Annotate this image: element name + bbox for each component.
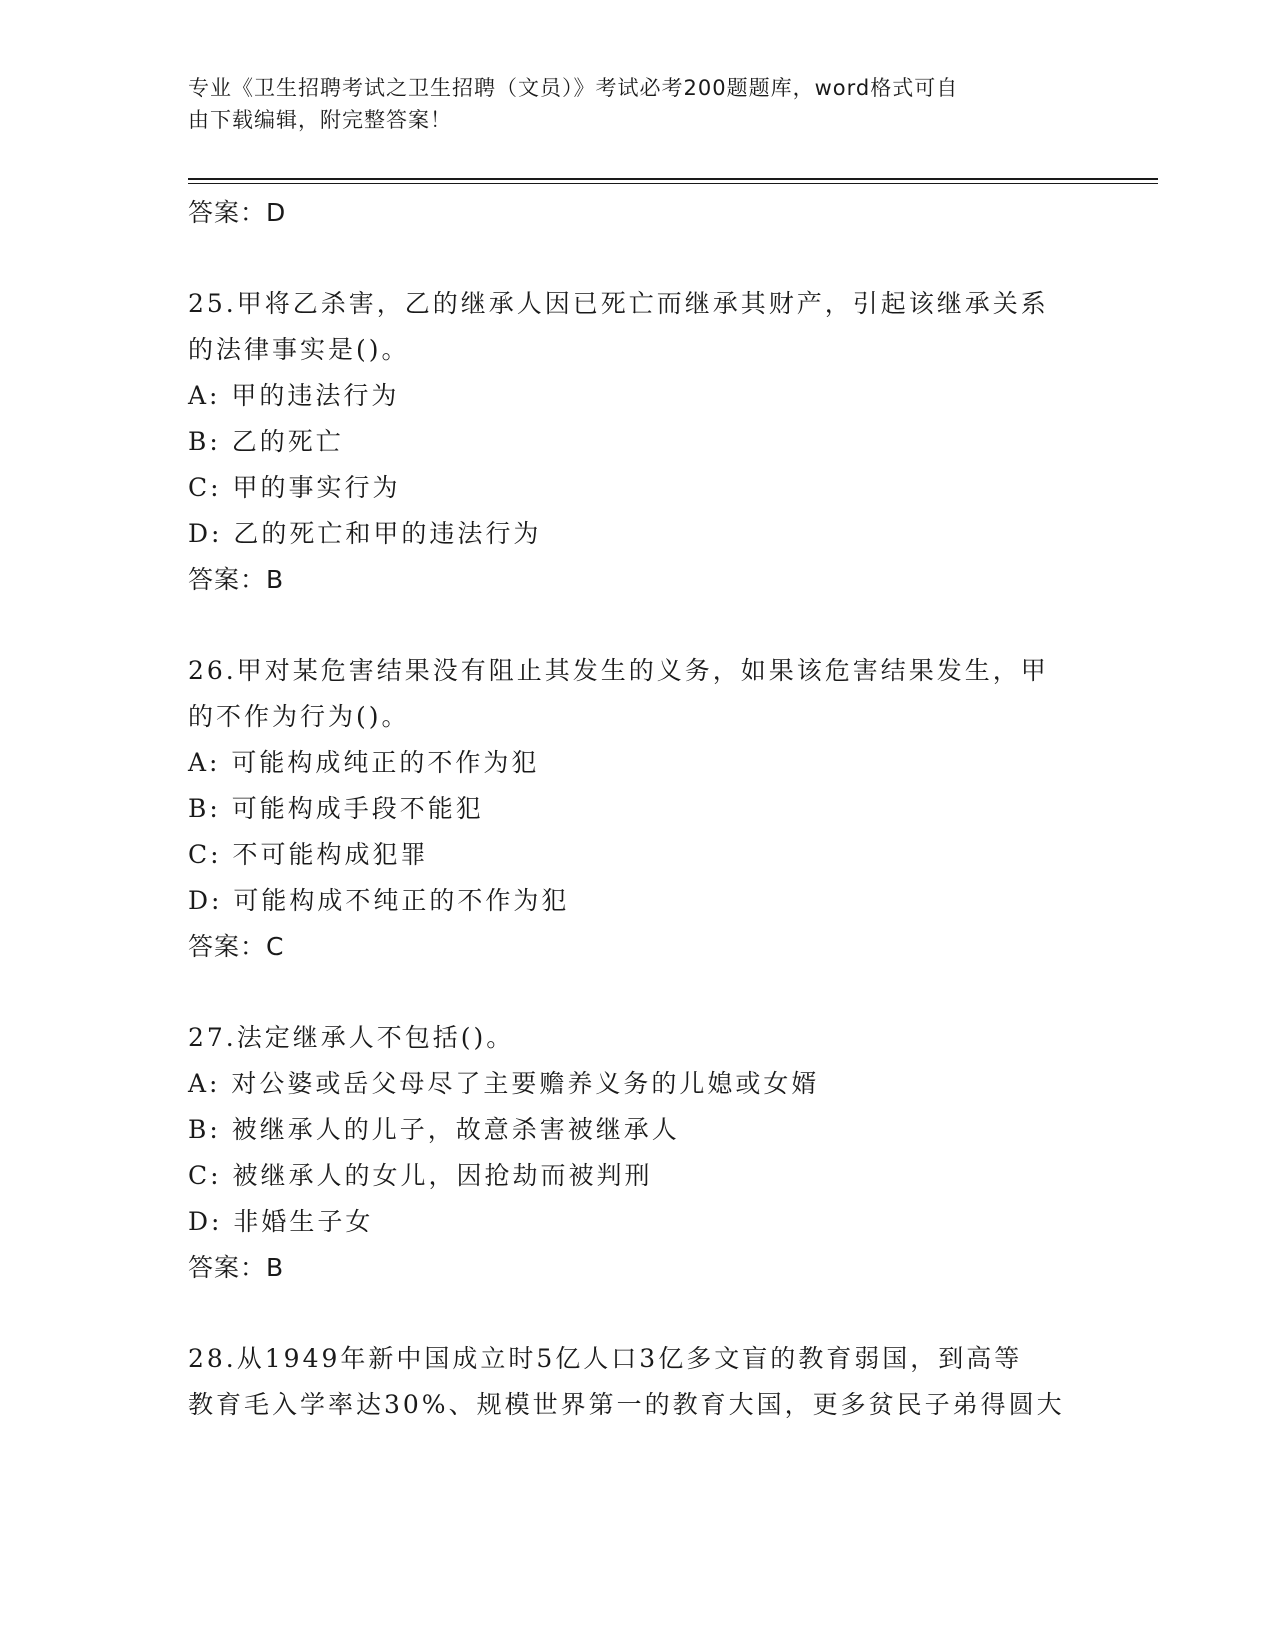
answer-line: 答案：D [188, 198, 287, 227]
header-line-2: 由下载编辑，附完整答案！ [188, 108, 452, 132]
question-26 [188, 648, 1118, 970]
option-c: C: 甲的事实行为 [188, 473, 401, 502]
option-b: B: 可能构成手段不能犯 [188, 794, 484, 823]
question-25 [188, 281, 1118, 603]
option-d: D: 非婚生子女 [188, 1207, 374, 1236]
option-d: D: 可能构成不纯正的不作为犯 [188, 886, 570, 915]
question-stem-line: 教育毛入学率达30%、规模世界第一的教育大国，更多贫民子弟得圆大 [188, 1390, 1065, 1419]
option-d: D: 乙的死亡和甲的违法行为 [188, 519, 542, 548]
question-27 [188, 1015, 1118, 1291]
option-a: A: 甲的违法行为 [188, 381, 400, 410]
question-28 [188, 1336, 1118, 1428]
answer-line: 答案：B [188, 1253, 285, 1282]
document-header [188, 72, 1088, 136]
option-b: B: 乙的死亡 [188, 427, 344, 456]
question-stem-line: 的法律事实是()。 [188, 335, 410, 364]
question-stem-line: 的不作为行为()。 [188, 702, 410, 731]
header-rule-thin [188, 183, 1158, 184]
document-body [188, 190, 1118, 1428]
question-stem-line: 27.法定继承人不包括()。 [188, 1023, 515, 1052]
question-stem-line: 28.从1949年新中国成立时5亿人口3亿多文盲的教育弱国，到高等 [188, 1344, 1023, 1373]
header-rule-thick [188, 178, 1158, 180]
option-a: A: 可能构成纯正的不作为犯 [188, 748, 540, 777]
answer-line: 答案：B [188, 565, 285, 594]
option-b: B: 被继承人的儿子，故意杀害被继承人 [188, 1115, 680, 1144]
option-a: A: 对公婆或岳父母尽了主要赡养义务的儿媳或女婿 [188, 1069, 820, 1098]
answer-line: 答案：C [188, 932, 285, 961]
option-c: C: 不可能构成犯罪 [188, 840, 429, 869]
option-c: C: 被继承人的女儿，因抢劫而被判刑 [188, 1161, 653, 1190]
question-stem-line: 25.甲将乙杀害，乙的继承人因已死亡而继承其财产，引起该继承关系 [188, 289, 1049, 318]
header-line-1: 专业《卫生招聘考试之卫生招聘（文员）》考试必考200题题库，word格式可自 [188, 76, 959, 100]
question-stem-line: 26.甲对某危害结果没有阻止其发生的义务，如果该危害结果发生，甲 [188, 656, 1049, 685]
